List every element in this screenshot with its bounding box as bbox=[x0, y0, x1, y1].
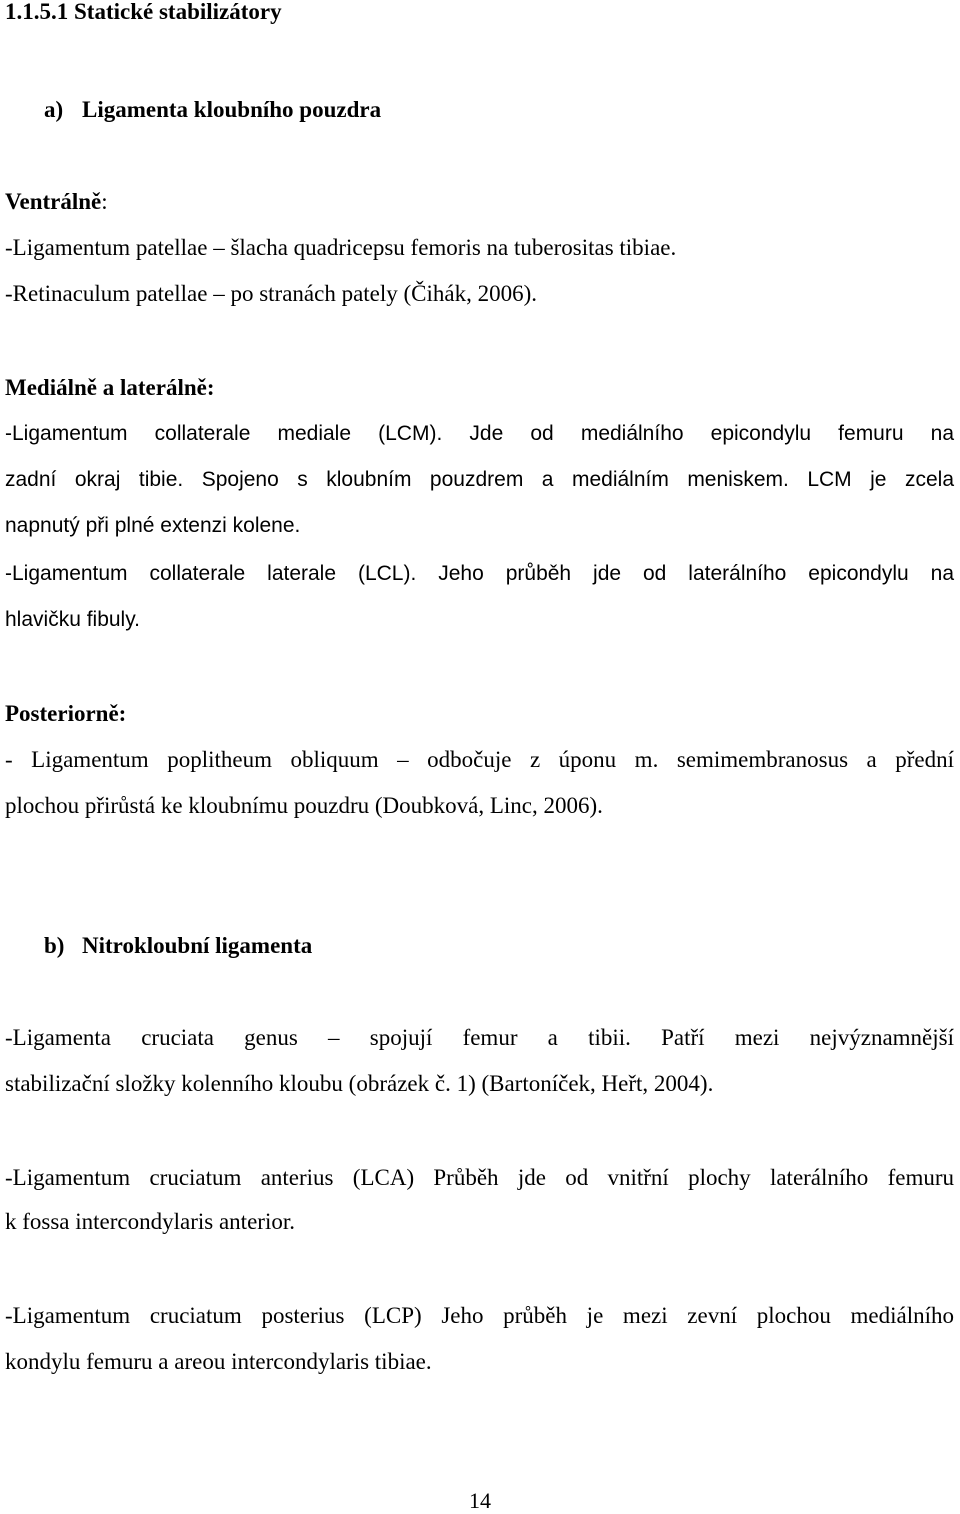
subsection-a-heading bbox=[44, 96, 381, 124]
medialne-line-5: hlavičku fibuly. bbox=[5, 608, 141, 631]
lca-line-1: -Ligamentum cruciatum anterius (LCA) Průběh jde od vnitřní plochy laterálního femuru bbox=[5, 1165, 954, 1190]
medialne-heading: Mediálně a laterálně: bbox=[5, 375, 215, 400]
posteriorne-heading: Posteriorně: bbox=[5, 701, 127, 726]
cruciata-line-2: stabilizační složky kolenního kloubu (obrázek č. 1) (Bartoníček, Heřt, 2004). bbox=[5, 1071, 714, 1096]
ventralne-heading bbox=[5, 188, 108, 216]
lca-line-2: k fossa intercondylaris anterior. bbox=[5, 1209, 295, 1234]
page-number: 14 bbox=[469, 1488, 491, 1513]
posteriorne-line-1: - Ligamentum poplitheum obliquum – odbočuje z úponu m. semimembranosus a přední bbox=[5, 747, 954, 772]
ventralne-line-2: -Retinaculum patellae – po stranách pately (Čihák, 2006). bbox=[5, 281, 538, 306]
lcp-line-2: kondylu femuru a areou intercondylaris tibiae. bbox=[5, 1349, 432, 1374]
medialne-line-2: zadní okraj tibie. Spojeno s kloubním pouzdrem a mediálním meniskem. LCM je zcela bbox=[5, 468, 954, 491]
cruciata-line-1: -Ligamenta cruciata genus – spojují femur a tibii. Patří mezi nejvýznamnější bbox=[5, 1025, 954, 1050]
section-heading: 1.1.5.1 Statické stabilizátory bbox=[5, 0, 282, 24]
subsection-a-marker: a) bbox=[44, 97, 64, 122]
medialne-line-4: -Ligamentum collaterale laterale (LCL). Jeho průběh jde od laterálního epicondylu na bbox=[5, 562, 954, 585]
subsection-b-marker: b) bbox=[44, 933, 65, 958]
ventralne-line-1: -Ligamentum patellae – šlacha quadricepsu femoris na tuberositas tibiae. bbox=[5, 235, 677, 260]
medialne-line-3: napnutý při plné extenzi kolene. bbox=[5, 514, 301, 537]
ventralne-heading-label: Ventrálně bbox=[5, 189, 102, 214]
subsection-a-title: Ligamenta kloubního pouzdra bbox=[82, 97, 382, 122]
lcp-line-1: -Ligamentum cruciatum posterius (LCP) Jeho průběh je mezi zevní plochou mediálního bbox=[5, 1303, 954, 1328]
subsection-b-heading bbox=[44, 932, 312, 960]
subsection-b-title: Nitrokloubní ligamenta bbox=[82, 933, 313, 958]
medialne-line-1: -Ligamentum collaterale mediale (LCM). Jde od mediálního epicondylu femuru na bbox=[5, 422, 954, 445]
ventralne-heading-colon: : bbox=[101, 189, 108, 214]
posteriorne-line-2: plochou přirůstá ke kloubnímu pouzdru (Doubková, Linc, 2006). bbox=[5, 793, 603, 818]
